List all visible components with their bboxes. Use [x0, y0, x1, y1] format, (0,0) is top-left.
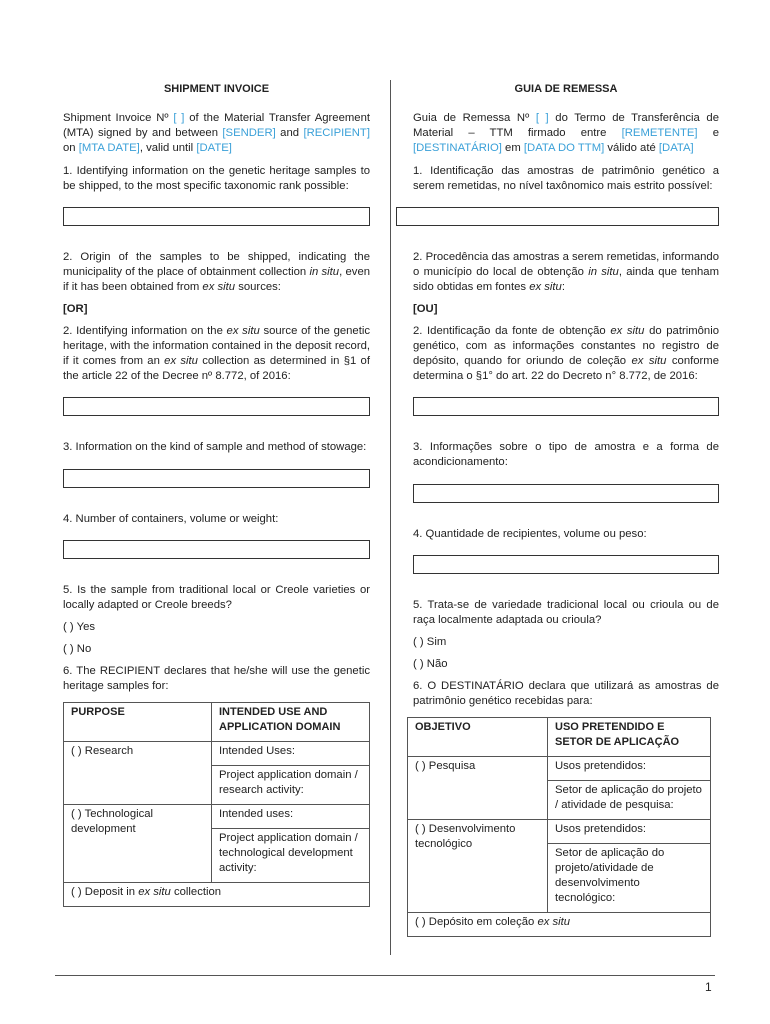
research-intended-uses[interactable]: Intended Uses: [212, 742, 370, 766]
objetivo-table [407, 717, 711, 937]
opcao-sim[interactable]: ( ) Sim [413, 636, 447, 648]
data-validade-field[interactable]: [DATA] [658, 142, 694, 154]
recipient-field[interactable]: [RECIPIENT] [303, 127, 370, 139]
research-option[interactable]: ( ) Research [64, 742, 212, 805]
deposit-option[interactable]: ( ) Deposit in ex situ collection [64, 883, 370, 907]
valid-date-field[interactable]: [DATE] [196, 142, 232, 154]
caixa-resposta-3[interactable] [413, 484, 719, 503]
intro-paragraph-pt: Guia de Remessa Nº [ ] do Termo de Transferência de Material – TTM firmado entre [REMETENTE] e [DESTINATÁRIO] em [DATA DO TTM] válido até [DATA] [413, 112, 719, 154]
portuguese-column [413, 82, 719, 937]
questao-2a: 2. Procedência das amostras a serem remetidas, informando o município do local de obtenção in situ, ainda que tenham sido obtidas em fontes ex situ: [413, 251, 719, 293]
shipment-invoice-title: SHIPMENT INVOICE [163, 83, 270, 95]
answer-box-3[interactable] [63, 469, 370, 488]
no-option[interactable]: ( ) No [63, 643, 92, 655]
purpose-table [63, 702, 370, 907]
questao-3: 3. Informações sobre o tipo de amostra e a forma de acondicionamento: [413, 441, 719, 468]
questao-1: 1. Identificação das amostras de patrimônio genético a serem remetidas, no nível taxônomico mais estrito possível: [413, 165, 719, 192]
purpose-header: PURPOSE [64, 703, 212, 742]
footer-rule [55, 975, 715, 976]
pesquisa-option[interactable]: ( ) Pesquisa [408, 757, 548, 820]
destinatario-field[interactable]: [DESTINATÁRIO] [413, 142, 502, 154]
intended-use-header: INTENDED USE AND APPLICATION DOMAIN [212, 703, 370, 742]
tech-intended-uses[interactable]: Intended uses: [212, 805, 370, 829]
data-ttm-field[interactable]: [DATA DO TTM] [523, 142, 605, 154]
question-5: 5. Is the sample from traditional local or Creole varieties or locally adapted or Creole breeds? [63, 584, 370, 611]
intro-paragraph: Shipment Invoice Nº [ ] of the Material Transfer Agreement (MTA) signed by and between [SENDER] and [RECIPIENT] on [MTA DATE], valid until [DATE] [63, 112, 370, 154]
tecnologico-setor-aplicacao[interactable]: Setor de aplicação do projeto/atividade de desenvolvimento tecnológico: [548, 844, 711, 913]
guia-de-remessa-title: GUIA DE REMESSA [514, 83, 618, 95]
tech-application-domain[interactable]: Project application domain / technological development activity: [212, 829, 370, 883]
uso-pretendido-header: USO PRETENDIDO E SETOR DE APLICAÇÃO [548, 718, 711, 757]
answer-box-1[interactable] [63, 207, 370, 226]
questao-5: 5. Trata-se de variedade tradicional local ou crioula ou de raça localmente adaptada ou crioula? [413, 599, 719, 626]
sender-field[interactable]: [SENDER] [222, 127, 276, 139]
desenvolvimento-tecnologico-option[interactable]: ( ) Desenvolvimento tecnológico [408, 820, 548, 913]
question-2b: 2. Identifying information on the ex situ source of the genetic heritage, with the information contained in the deposit record, if it comes from an ex situ collection as determined in §1 of the article 22 of the Decree nº 8.772, of 2016: [63, 325, 371, 382]
question-3: 3. Information on the kind of sample and method of stowage: [63, 441, 367, 453]
pesquisa-setor-aplicacao[interactable]: Setor de aplicação do projeto / atividade de pesquisa: [548, 781, 711, 820]
question-6: 6. The RECIPIENT declares that he/she will use the genetic heritage samples for: [63, 665, 370, 692]
objetivo-header: OBJETIVO [408, 718, 548, 757]
caixa-resposta-2[interactable] [413, 397, 719, 416]
answer-box-2[interactable] [63, 397, 370, 416]
questao-2b: 2. Identificação da fonte de obtenção ex situ do patrimônio genético, com as informações constantes no registro de depósito, quando for oriundo de coleção ex situ conforme determina o §1° do art. 22 do Decreto n° 8.772, de 2016: [413, 325, 719, 382]
page-number: 1 [705, 980, 712, 994]
questao-4: 4. Quantidade de recipientes, volume ou peso: [413, 528, 647, 540]
questao-6: 6. O DESTINATÁRIO declara que utilizará as amostras de patrimônio genético recebidas para: [413, 680, 719, 707]
remetente-field[interactable]: [REMETENTE] [621, 127, 698, 139]
question-4: 4. Number of containers, volume or weight: [63, 513, 279, 525]
research-application-domain[interactable]: Project application domain / research activity: [212, 766, 370, 805]
caixa-resposta-4[interactable] [413, 555, 719, 574]
or-label: [OR] [63, 303, 88, 315]
question-1: 1. Identifying information on the genetic heritage samples to be shipped, to the most specific taxonomic rank possible: [63, 165, 370, 192]
ou-label: [OU] [413, 303, 438, 315]
deposito-option[interactable]: ( ) Depósito em coleção ex situ [408, 913, 711, 937]
yes-option[interactable]: ( ) Yes [63, 621, 96, 633]
numero-guia-field[interactable]: [ ] [535, 112, 549, 124]
caixa-resposta-1[interactable] [396, 207, 719, 226]
column-divider [390, 80, 391, 955]
answer-box-4[interactable] [63, 540, 370, 559]
invoice-number-field[interactable]: [ ] [173, 112, 185, 124]
tecnologico-usos-pretendidos[interactable]: Usos pretendidos: [548, 820, 711, 844]
pesquisa-usos-pretendidos[interactable]: Usos pretendidos: [548, 757, 711, 781]
question-2a: 2. Origin of the samples to be shipped, indicating the municipality of the place of obtainment collection in situ, even if it has been obtained from ex situ sources: [63, 251, 371, 293]
mta-date-field[interactable]: [MTA DATE] [78, 142, 140, 154]
english-column [63, 82, 370, 907]
opcao-nao[interactable]: ( ) Não [413, 658, 448, 670]
technological-development-option[interactable]: ( ) Technological development [64, 805, 212, 883]
